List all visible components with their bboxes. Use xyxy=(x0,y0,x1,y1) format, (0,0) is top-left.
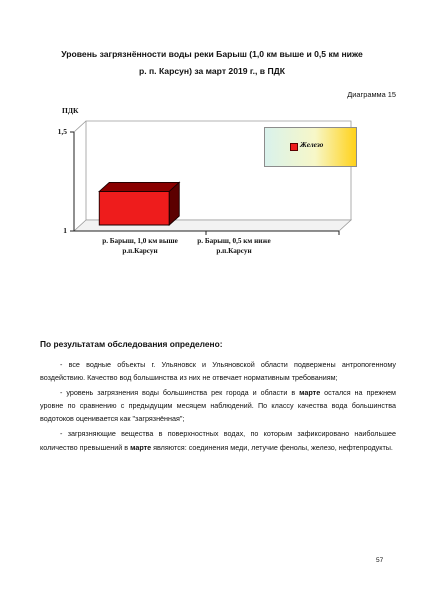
paragraph-3-emphasis: марте xyxy=(130,442,152,452)
page-number: 57 xyxy=(376,557,384,564)
paragraph-2-text-b: остался на прежнем уровне по сравнению с предыдущим месяцем наблюдений. По классу качества вода большинства водотоков оценивается как "загрязнённая"; xyxy=(40,388,396,424)
x-category-1-line-1: р. Барыш, 1,0 км выше xyxy=(102,237,178,245)
x-category-2-line-1: р. Барыш, 0,5 км ниже xyxy=(197,237,271,245)
x-category-label-2 xyxy=(179,236,289,256)
chart-side-edge-top xyxy=(74,121,86,132)
chart-title-line-2: р. п. Карсун) за март 2019 г., в ПДК xyxy=(138,66,286,76)
x-category-1-line-2: р.п.Карсун xyxy=(122,247,158,255)
bar-front-1 xyxy=(99,191,169,225)
paragraph-3-text-a: - загрязняющие вещества в поверхностных водах, по которым зафиксировано наибольшее количество превышений в xyxy=(40,429,396,452)
paragraph-3 xyxy=(40,427,396,453)
chart xyxy=(0,0,424,270)
x-category-2-line-2: р.п.Карсун xyxy=(216,247,252,255)
paragraph-2-text-a: - уровень загрязнения воды большинства рек города и области в xyxy=(60,388,300,398)
paragraph-1-text: - все водные объекты г. Ульяновск и Ульяновской области подвержены антропогенному воздействию. Качество вод большинства из них не отвечает нормативным требованиям; xyxy=(40,360,396,383)
paragraph-1 xyxy=(40,358,396,384)
diagram-number: Диаграмма 15 xyxy=(347,90,396,99)
bars-group xyxy=(99,182,179,225)
y-axis-label: ПДК xyxy=(62,106,79,115)
summary-heading: По результатам обследования определено: xyxy=(40,339,223,349)
y-tick-label-top: 1,5 xyxy=(57,127,67,136)
chart-title-line-1: Уровень загрязнённости воды реки Барыш (1,0 км выше и 0,5 км ниже xyxy=(61,49,363,59)
chart-canvas xyxy=(0,0,424,270)
chart-legend xyxy=(264,127,357,167)
summary-body xyxy=(40,358,396,456)
paragraph-2-emphasis: марте xyxy=(299,388,321,398)
paragraph-2 xyxy=(40,386,396,425)
legend-label-iron: Железо xyxy=(300,140,324,149)
bar-top-1 xyxy=(99,182,179,191)
y-tick-label-bottom: 1 xyxy=(63,226,67,235)
paragraph-3-text-b: являются: соединения меди, летучие фенолы, железо, нефтепродукты. xyxy=(151,442,393,452)
legend-swatch-iron xyxy=(290,143,298,151)
